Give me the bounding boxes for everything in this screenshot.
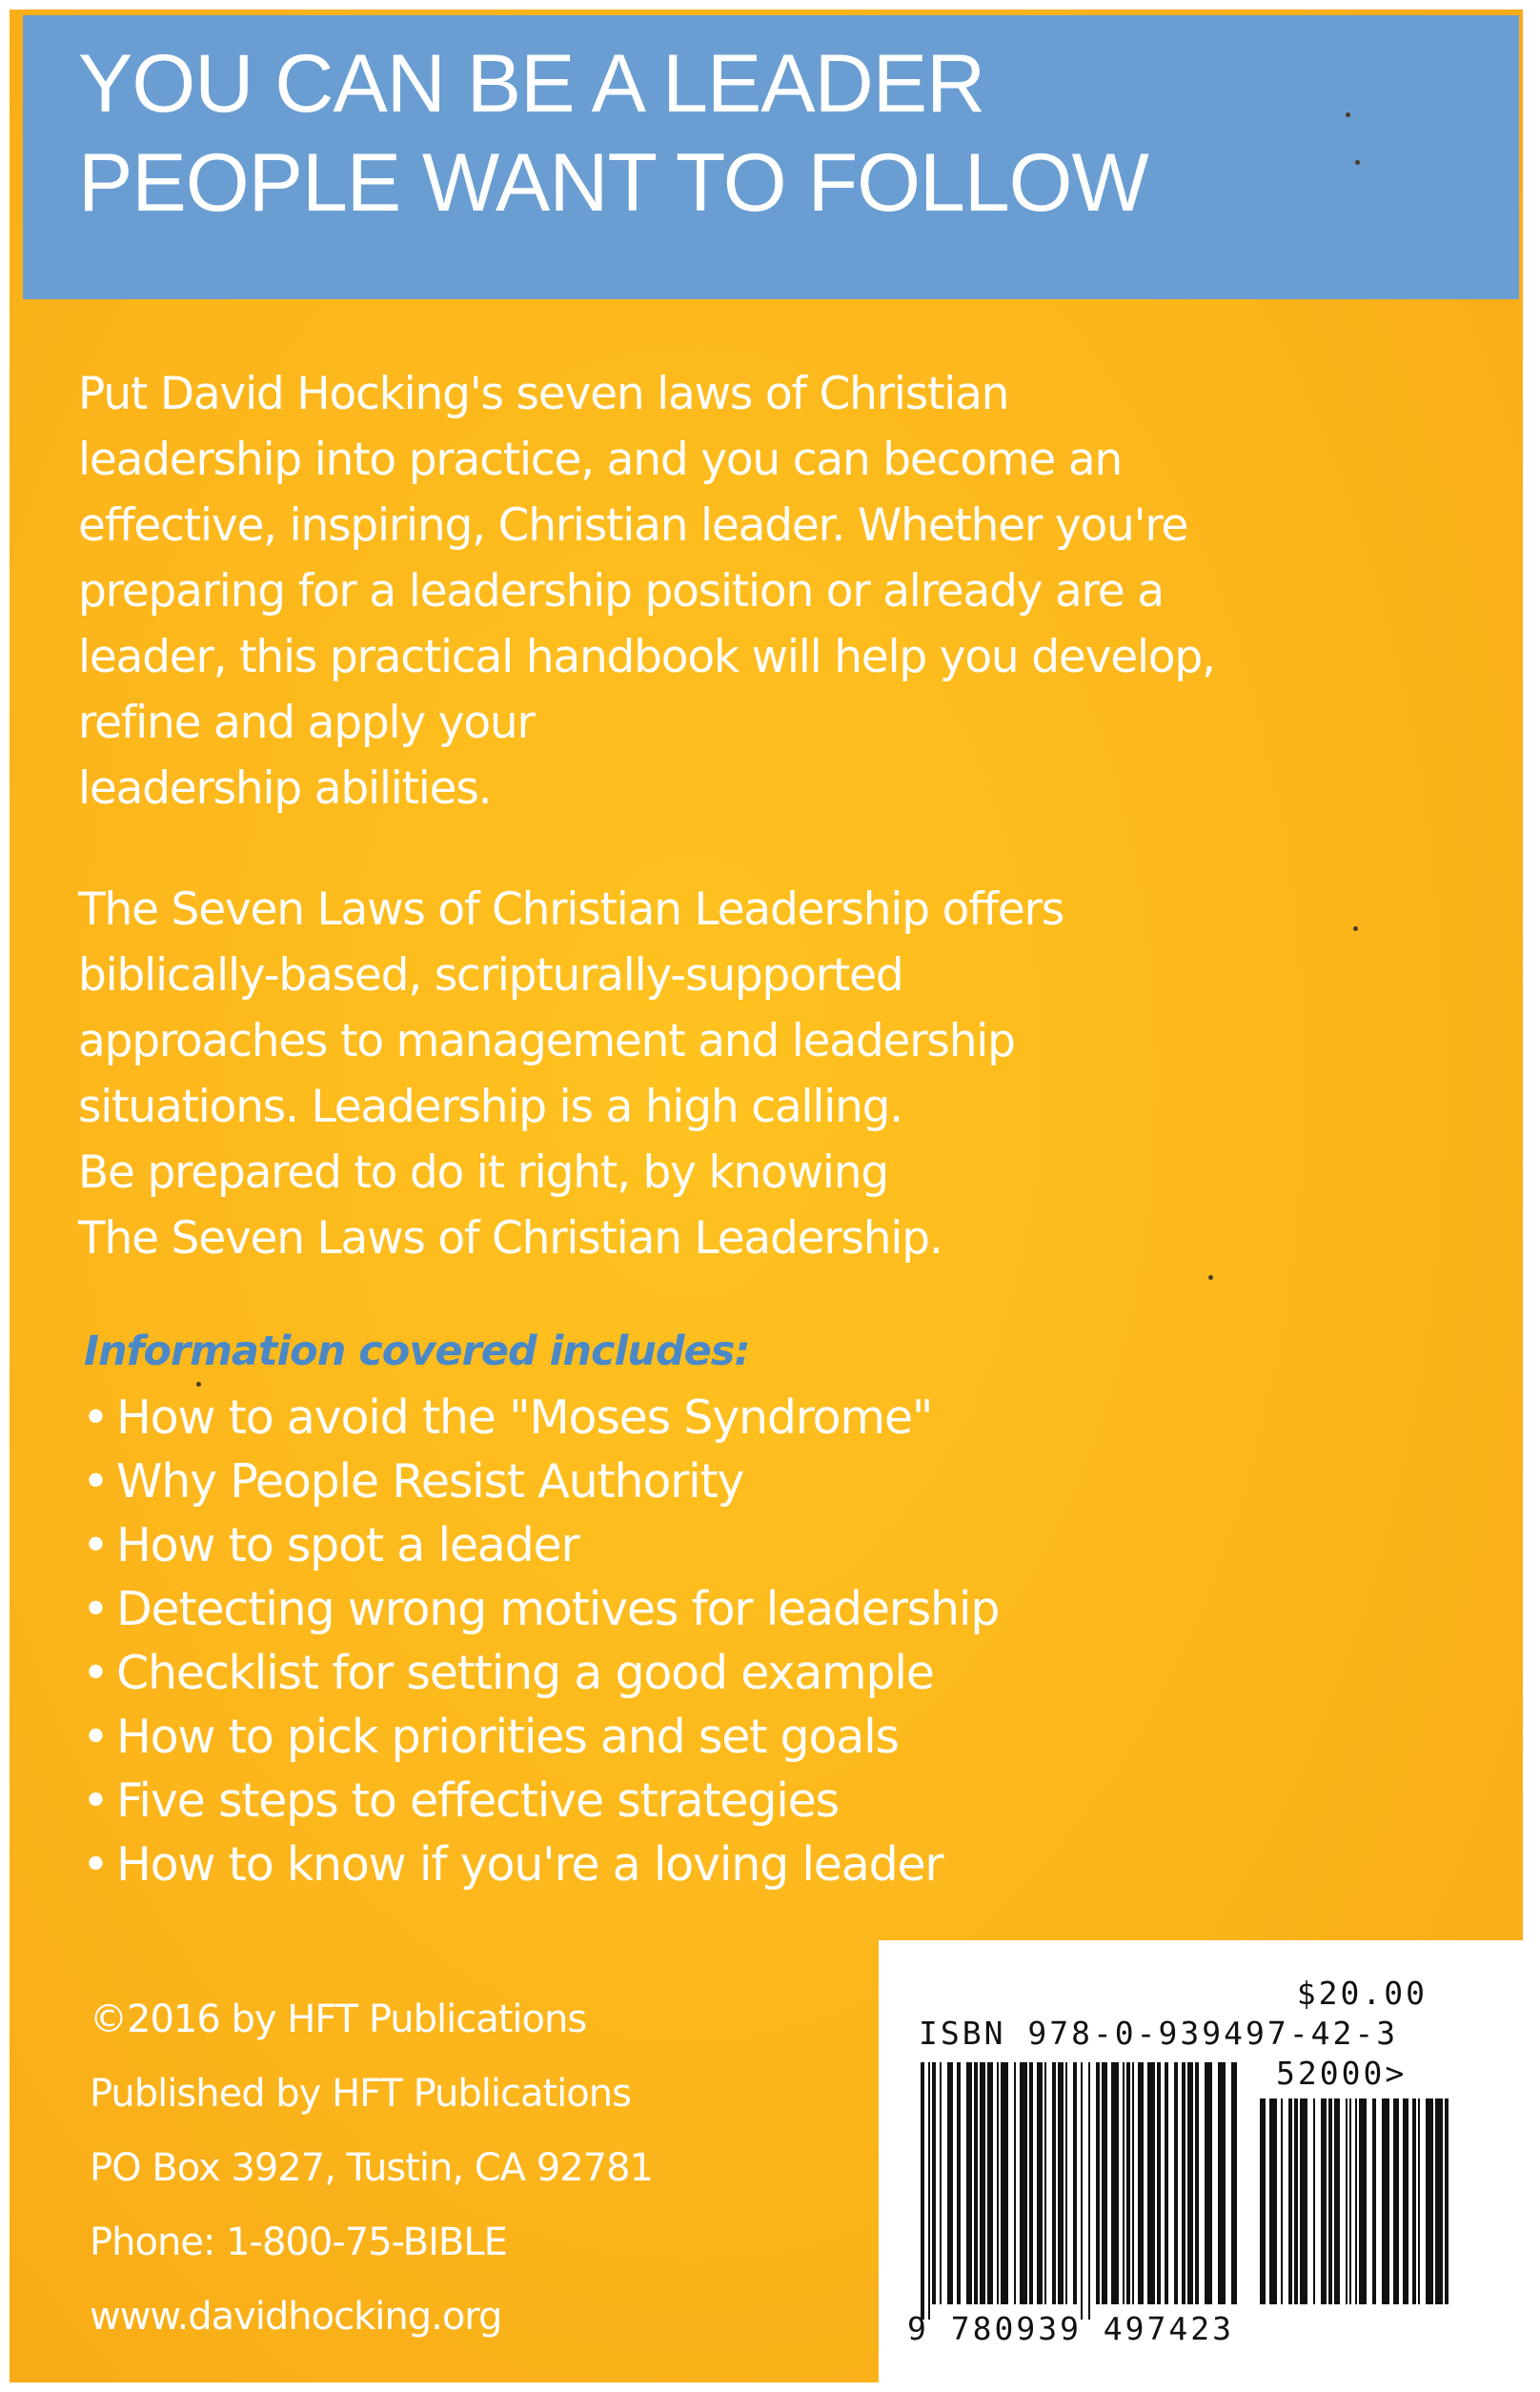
text-line: Be prepared to do it right, by knowing (78, 1146, 889, 1199)
speck-icon (1346, 112, 1350, 117)
barcode-bar (1260, 2098, 1266, 2304)
barcode-bar (1334, 2098, 1340, 2304)
barcode-bar (1058, 2062, 1064, 2304)
barcode-bar (1313, 2098, 1315, 2304)
barcode-bar (1138, 2062, 1144, 2304)
barcode-bar (1372, 2098, 1376, 2304)
speck-icon (1355, 160, 1360, 165)
barcode-bar (1403, 2098, 1408, 2304)
text-line: biblically-based, scripturally-supported (78, 949, 903, 1002)
barcode-bar (1349, 2098, 1351, 2304)
barcode-bar (1157, 2062, 1161, 2304)
barcode-bar (940, 2062, 942, 2304)
barcode-bar (1111, 2062, 1119, 2304)
text-line: leadership into practice, and you can become an (78, 434, 1123, 486)
phone-line: Phone: 1-800-75-BIBLE (90, 2220, 507, 2264)
barcode-bar (1182, 2062, 1185, 2304)
list-item (82, 1769, 999, 1833)
barcode-bar (980, 2062, 985, 2304)
barcode-bar (1001, 2062, 1008, 2304)
barcode-bar (1382, 2098, 1389, 2304)
headline-banner (23, 15, 1519, 299)
barcode-bar (1218, 2062, 1226, 2304)
text-line: Put David Hocking's seven laws of Christian (78, 368, 1009, 420)
list-item-text: How to avoid the "Moses Syndrome" (116, 1390, 933, 1445)
text-line: situations. Leadership is a high calling. (78, 1081, 903, 1133)
price: $20.00 (1296, 1975, 1428, 2012)
barcode-bar (1132, 2062, 1134, 2304)
list-item (82, 1833, 999, 1896)
headline-line: YOU CAN BE A LEADER (78, 38, 985, 130)
bullet-icon: • (82, 1454, 109, 1509)
barcode-bar (987, 2062, 993, 2304)
list-item-text: How to spot a leader (116, 1518, 579, 1572)
list-item-text: Five steps to effective strategies (116, 1774, 839, 1828)
speck-icon (1353, 926, 1358, 931)
barcode-bar (1073, 2062, 1077, 2304)
info-heading: Information covered includes: (84, 1328, 750, 1375)
barcode-bar (1088, 2062, 1090, 2320)
barcode-bar (1014, 2062, 1016, 2304)
barcode-bar (1445, 2098, 1449, 2304)
text-line: The Seven Laws of Christian Leadership. (78, 1212, 942, 1265)
barcode-bar (1288, 2098, 1292, 2304)
list-item (82, 1577, 999, 1641)
barcode-bar (1321, 2098, 1327, 2304)
text-line: The Seven Laws of Christian Leadership offers (78, 883, 1064, 936)
barcode-bar (957, 2062, 961, 2304)
bullet-icon: • (82, 1518, 109, 1572)
barcode-bar (1165, 2062, 1168, 2304)
ean-barcode-icon (921, 2062, 1245, 2320)
list-item-text: How to know if you're a loving leader (116, 1837, 943, 1892)
website-line: www.davidhocking.org (90, 2295, 502, 2339)
text-line: leader, this practical handbook will help you develop, (78, 631, 1215, 683)
speck-icon (1208, 1275, 1213, 1280)
barcode-bar (1081, 2062, 1083, 2320)
barcode-bar (1412, 2098, 1416, 2304)
barcode-bar (1281, 2098, 1283, 2304)
barcode-bar (1020, 2062, 1027, 2304)
barcode-bar (966, 2062, 972, 2304)
description-paragraph-2 (78, 877, 1064, 1271)
barcode-label (879, 1940, 1532, 2392)
barcode-bar (1359, 2098, 1367, 2304)
text-line: leadership abilities. (78, 762, 492, 815)
barcode-bar (928, 2062, 930, 2320)
barcode-bar (974, 2062, 978, 2304)
barcode-bar (1147, 2062, 1155, 2304)
barcode-bar (1123, 2062, 1125, 2304)
barcode-bar (921, 2062, 924, 2320)
barcode-bar (1037, 2062, 1043, 2304)
list-item-text: Checklist for setting a good example (116, 1646, 934, 1700)
barcode-bar (1328, 2098, 1332, 2304)
publisher-info (90, 1982, 653, 2354)
barcode-bar (1426, 2098, 1433, 2304)
address-line: PO Box 3927, Tustin, CA 92781 (90, 2146, 653, 2190)
barcode-bar (1269, 2098, 1277, 2304)
bullet-icon: • (82, 1710, 109, 1764)
publisher-line: Published by HFT Publications (90, 2072, 631, 2116)
list-item-text: How to pick priorities and set goals (116, 1710, 899, 1764)
text-line: preparing for a leadership position or already are a (78, 565, 1164, 618)
barcode-bar (1029, 2062, 1033, 2304)
barcode-bar (1346, 2098, 1348, 2304)
list-item (82, 1449, 999, 1513)
text-line: refine and apply your (78, 697, 535, 749)
ean-digits: 9 780939 497423 (907, 2310, 1235, 2347)
barcode-bar (1052, 2062, 1056, 2304)
barcode-bar (1294, 2098, 1298, 2304)
barcode-bar (1393, 2098, 1399, 2304)
copyright-line: ©2016 by HFT Publications (90, 1997, 587, 2041)
description-paragraph-1 (78, 361, 1215, 821)
list-item (82, 1705, 999, 1769)
barcode-bar (1174, 2062, 1178, 2304)
barcode-bar (1187, 2062, 1193, 2304)
bullet-icon: • (82, 1390, 109, 1445)
isbn: ISBN 978-0-939497-42-3 (919, 2015, 1399, 2052)
barcode-bar (1044, 2062, 1046, 2304)
bullet-icon: • (82, 1646, 109, 1700)
list-item-text: Why People Resist Authority (116, 1454, 744, 1509)
barcode-bar (1096, 2062, 1100, 2304)
list-item (82, 1641, 999, 1705)
barcode-bar (1435, 2098, 1443, 2304)
barcode-bar (1231, 2062, 1237, 2304)
barcode-bar (1418, 2098, 1420, 2304)
barcode-bar (1205, 2062, 1212, 2304)
headline (78, 34, 1148, 233)
barcode-bar (1065, 2062, 1067, 2304)
text-line: approaches to management and leadership (78, 1015, 1015, 1067)
barcode-bar (947, 2062, 953, 2304)
barcode-bar (1195, 2062, 1199, 2304)
speck-icon (196, 1382, 201, 1387)
barcode-bar (932, 2062, 936, 2304)
barcode-bar (1102, 2062, 1107, 2304)
list-item (82, 1386, 999, 1449)
barcode-bar (997, 2062, 999, 2304)
addon-code: 52000> (1276, 2055, 1408, 2092)
barcode-bar (1355, 2098, 1357, 2304)
bullet-icon: • (82, 1774, 109, 1828)
addon-barcode-icon (1260, 2098, 1450, 2320)
list-item-text: Detecting wrong motives for leadership (116, 1582, 1000, 1636)
text-line: effective, inspiring, Christian leader. Whether you're (78, 499, 1188, 552)
info-list (82, 1386, 999, 1896)
bullet-icon: • (82, 1582, 109, 1636)
headline-line: PEOPLE WANT TO FOLLOW (78, 137, 1148, 229)
barcode-bar (1126, 2062, 1130, 2304)
list-item (82, 1513, 999, 1577)
bullet-icon: • (82, 1837, 109, 1892)
barcode-bar (1300, 2098, 1307, 2304)
